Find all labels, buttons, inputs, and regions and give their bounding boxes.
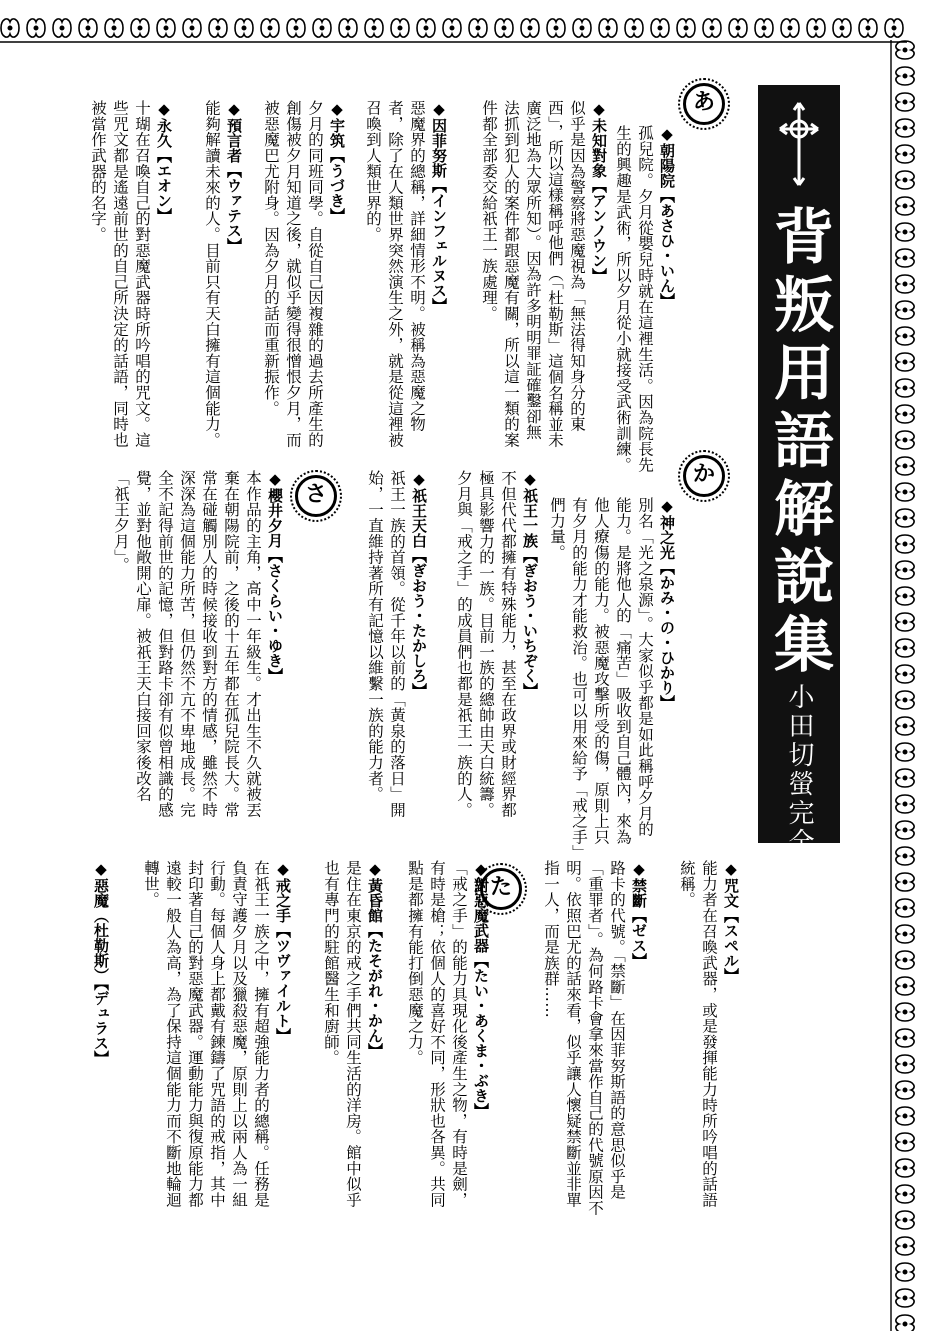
entry-head: ◆神之光【かみ・の・ひかり】 — [658, 497, 676, 710]
kana-marker-a: あ — [683, 83, 725, 125]
entry-head: ◆永久【エオン】 — [155, 100, 173, 223]
page-title: 背叛用語解說集 — [764, 205, 834, 681]
entry-line: 常在碰觸別人的時候接收到對方的情感，雖然不時 — [200, 470, 218, 818]
kana-marker-sa: さ — [295, 475, 337, 517]
entry-tasogare-kan — [320, 860, 386, 1290]
entry-line: 「戒之手」的能力具現化後產生之物，有時是劍， — [450, 860, 468, 1208]
entry-line: 別名「光之泉源」。大家似乎都是如此稱呼夕月的 — [636, 497, 654, 837]
entry-line: 「祇王夕月」。 — [112, 470, 130, 573]
entry-line: 法抓到犯人的案件都跟惡魔有關，所以這一類的案 — [502, 100, 520, 448]
kana-marker-ka: か — [683, 455, 725, 497]
entry-line: 者，除了在人類世界突然演生之外，就是從這裡被 — [386, 100, 404, 448]
entry-head: ◆未知對象【アンノウン】 — [590, 100, 608, 283]
ornament-border-right-icon — [875, 40, 939, 1331]
ornament-border-top-icon — [0, 0, 939, 60]
entry-zweilt — [140, 860, 294, 1290]
entry-line: 十瑚在召喚自己的對惡魔武器時所吟唱的咒文。這 — [133, 100, 151, 448]
entry-uzuki — [260, 100, 348, 455]
entry-line: 行動。每個人身上都戴有鍊鑄了咒語的戒指，其中 — [208, 860, 226, 1208]
entry-line: 本作品的主角，高中一年級生。才出生不久就被丟 — [244, 470, 262, 818]
entry-tai-akuma-buki — [404, 860, 492, 1290]
entry-head: ◆櫻井夕月【さくらい・ゆき】 — [266, 470, 284, 683]
entry-head: ◆禁斷【ゼス】 — [630, 860, 648, 968]
entry-line: 件都全部委交給祇王一族處理。 — [480, 100, 498, 322]
entry-head: ◆祇王一族【ぎおう・いちぞく】 — [521, 470, 539, 698]
entry-line: 點是都擁有能打倒惡魔之力。 — [406, 860, 424, 1066]
entry-line: 西」，所以這樣稱呼他們（「杜勒斯」這個名稱並未 — [546, 100, 564, 448]
entry-line: 轉世。 — [142, 860, 160, 908]
entry-line: 明。依照巴尤的話來看，似乎讓人懷疑禁斷並非單 — [564, 860, 582, 1208]
entry-line: 指一人，而是族群…… — [542, 860, 560, 1018]
entry-line: 夕月的同班同學。自從自己因複雜的過去所產生的 — [306, 100, 324, 448]
entry-head: ◆惡魔（杜勒斯）【デュラス】 — [92, 860, 110, 1066]
entry-head: ◆戒之手【ツヴァイルト】 — [274, 860, 292, 1043]
entry-infernus — [362, 100, 450, 455]
entry-line: 封印著自己的對惡魔武器。運動能力與復原能力都 — [186, 860, 204, 1208]
cross-icon — [774, 99, 824, 189]
kana-marker-ta: た — [480, 868, 522, 910]
entry-line: 些咒文都是遙遠前世的自己所決定的話語，同時也 — [111, 100, 129, 448]
entry-head: ◆宇筑【うづき】 — [328, 100, 346, 223]
entry-line: 能力者在召喚武器，或是發揮能力時所吟唱的話語 — [700, 860, 718, 1208]
entry-line: 不但代代都擁有特殊能力，甚至在政界或財經界都 — [499, 470, 517, 818]
entry-sakurai-yuki — [110, 470, 286, 852]
entry-line: 生的興趣是武術，所以夕月從小就接受武術訓練。 — [614, 125, 632, 473]
entry-line: 全不記得前世的記憶，但對路卡卻有似曾相識的感 — [156, 470, 174, 818]
entry-line: 始，一直維持著所有記憶以維繫一族的能力者。 — [366, 470, 384, 802]
entry-line: 夕月與「戒之手」的成員們也都是祇王一族的人。 — [455, 470, 473, 818]
entry-giou-takashiro — [364, 470, 430, 852]
entry-line: 棄在朝陽院前，之後的十五年都在孤兒院長大。常 — [222, 470, 240, 818]
entry-line: 「重罪者」。為何路卡會拿來當作自己的代號原因不 — [586, 860, 604, 1216]
entry-giou-ichizoku — [453, 470, 541, 852]
page-subtitle: 小田切螢完全監修 — [784, 683, 814, 915]
entry-head: ◆黃昏館【たそがれ・かん】 — [366, 860, 384, 1058]
entry-line: 遠較一般人為高，為了保持這個能力而不斷地輪迴 — [164, 860, 182, 1208]
entry-asahi-in — [612, 125, 678, 473]
entry-line: 有時是槍；依個人的喜好不同，形狀也各異。共同 — [428, 860, 446, 1208]
entry-line: 在祇王一族之中，擁有超強能力者的總稱。任務是 — [252, 860, 270, 1208]
entry-zes — [540, 860, 650, 1290]
entry-line: 是住在東京的戒之手們共同生活的洋房。館中似乎 — [344, 860, 362, 1208]
entry-line: 能力。是將他人的「痛苦」吸收到自己體內，來為 — [614, 497, 632, 845]
entry-line: 極具影響力的一族。目前一族的總帥由天白統籌。 — [477, 470, 495, 818]
entry-line: 似乎是因為警察將惡魔視為「無法得知身分的東 — [568, 100, 586, 432]
entry-head: ◆朝陽院【あさひ・いん】 — [658, 125, 676, 308]
entry-line: 惡魔界的總稱，詳細情形不明。被稱為惡魔之物 — [408, 100, 426, 432]
entry-duras — [90, 860, 112, 1290]
entry-line: 祇王一族的首領。從千年以前的「黃泉的落日」開 — [388, 470, 406, 818]
entry-line: 負責守護夕月以及獵殺惡魔，原則上以兩人為一組 — [230, 860, 248, 1208]
entry-line: 召喚到人類世界的。 — [364, 100, 382, 243]
entry-line: 能夠解讀未來的人。目前只有天白擁有這個能力。 — [203, 100, 221, 448]
entry-unknown — [478, 100, 610, 455]
entry-line: 被當作武器的名字。 — [89, 100, 107, 243]
entry-line: 創傷被夕月知道之後，就似乎變得很憎恨夕月，而 — [284, 100, 302, 448]
entry-line: 有夕月的能力才能救治。也可以用來給予「戒之手」 — [570, 497, 588, 861]
entry-line: 也有專門的駐館醫生和廚師。 — [322, 860, 340, 1066]
entry-head: ◆因菲努斯【インフェルヌス】 — [430, 100, 448, 313]
entry-line: 們力量。 — [548, 497, 566, 561]
entry-kami-no-hikari — [546, 497, 678, 861]
entry-vates — [201, 100, 245, 455]
entry-head: ◆祇王天白【ぎおう・たかしろ】 — [410, 470, 428, 698]
entry-line: 孤兒院。夕月從嬰兒時就在這裡生活。因為院長先 — [636, 125, 654, 473]
entry-line: 廣泛地為大眾所知）。因為許多明明罪証確鑿卻無 — [524, 100, 542, 440]
entry-line: 路卡的代號。「禁斷」在因菲努斯語的意思似乎是 — [608, 860, 626, 1200]
title-box — [758, 85, 840, 915]
entry-line: 覺，並對他敞開心扉。被祇王天白接回家後改名 — [134, 470, 152, 802]
entry-line: 深深為這個能力所苦，但仍然不亢不卑地成長。完 — [178, 470, 196, 818]
entry-line: 他人療傷的能力。被惡魔攻擊所受的傷，原則上只 — [592, 497, 610, 845]
entry-aeon — [87, 100, 175, 455]
entry-head: ◆咒文【スペル】 — [722, 860, 740, 983]
entry-line: 統稱。 — [678, 860, 696, 908]
entry-line: 被惡魔巴尤附身。因為夕月的話而重新振作。 — [262, 100, 280, 416]
entry-spell — [676, 860, 742, 1290]
entry-head: ◆預言者【ウァテス】 — [225, 100, 243, 253]
entry-head: ◆對惡魔武器【たい・あくま・ぶき】 — [472, 860, 490, 1118]
